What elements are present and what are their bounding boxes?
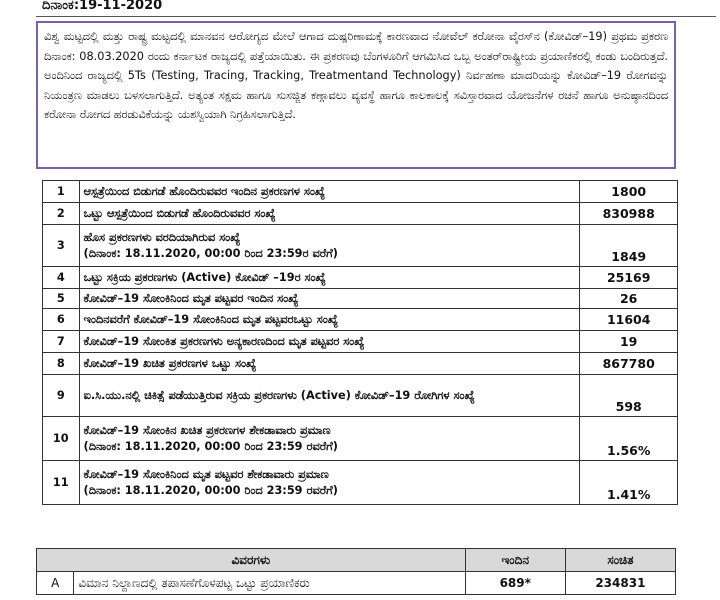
row-description bbox=[79, 181, 580, 203]
row-value: 25169 bbox=[580, 267, 678, 289]
row-number: 11 bbox=[43, 461, 80, 505]
row-number: 10 bbox=[43, 417, 80, 461]
row-description-text: ಇಂದಿನವರೆಗೆ ಕೋವಿಡ್–19 ಸೋಂಕಿನಿಂದ ಮೃತ ಪಟ್ಟವರಒಟ್ಟು ಸಂಖ್ಯೆ bbox=[83, 312, 338, 326]
stats-table bbox=[42, 180, 678, 505]
row-value: 11604 bbox=[580, 309, 678, 331]
table-row bbox=[43, 417, 678, 461]
row-description-text: ಹೊಸ ಪ್ರಕರಣಗಳು ವರದಿಯಾಗಿರುವ ಸಂಖ್ಯೆ bbox=[83, 230, 241, 244]
header-details: ವಿವರಗಳು bbox=[37, 549, 466, 572]
row-description bbox=[79, 331, 580, 353]
row-number: 6 bbox=[43, 309, 80, 331]
row-date-range: (ದಿನಾಂಕ: 18.11.2020, 00:00 ರಿಂದ 23:59 ರವರೆಗೆ) bbox=[83, 483, 338, 497]
row-value: 1.56% bbox=[580, 417, 678, 461]
row-number: 5 bbox=[43, 289, 80, 309]
row-number: 8 bbox=[43, 353, 80, 375]
row-description-text: ಒಟ್ಟು ಆಸ್ಪತ್ರೆಯಿಂದ ಬಿಡುಗಡೆ ಹೊಂದಿರುವವರ ಸಂಖ್ಯೆ bbox=[83, 206, 276, 220]
row-value: 1800 bbox=[580, 181, 678, 203]
intro-paragraph: ವಿಶ್ವ ಮಟ್ಟದಲ್ಲಿ ಮತ್ತು ರಾಷ್ಟ್ರ ಮಟ್ಟದಲ್ಲಿ ಮಾನವನ ಆರೋಗ್ಯದ ಮೇಲೆ ಆಗಾದ ದುಷ್ಪರಿಣಾಮಕ್ಕೆ ಕಾರಣವಾದ ನೋವೆಲ್ ಕರೋನಾ ವೈರಸ್‌ನ (ಕೋವಿಡ್–19) ಪ್ರಥಮ ಪ್ರಕರಣ ದಿನಾಂಕ: 08.03.2020 ರಂದು ಕರ್ನಾಟಕ ರಾಜ್ಯದಲ್ಲಿ ಪತ್ತೆಯಾಯಿತು. ಈ ಪ್ರಕರಣವು ಬೆಂಗಳೂರಿಗೆ ಆಗಮಿಸಿದ ಒಬ್ಬ ಅಂತರ್‌ರಾಷ್ಟ್ರೀಯ ಪ್ರಯಾಣಿಕರಲ್ಲಿ ಕಂಡು ಬಂದಿರುತ್ತದೆ. ಅಂದಿನಿಂದ ರಾಜ್ಯದಲ್ಲಿ 5Ts (Testing, Tracing, Tracking, Treatmentand Technology) ನಿರ್ವಹಣಾ ಮಾದರಿಯನ್ನು ಕೋವಿಡ್–19 ರೋಗವನ್ನು ನಿಯಂತ್ರಣ ಮಾಡಲು ಬಳಸಲಾಗುತ್ತಿದೆ. ಅತ್ಯಂತ ಸಕ್ಷಮ ಹಾಗೂ ಸುಸಜ್ಜಿತ ಕಣ್ಗಾವಲು ವ್ಯವಸ್ಥೆ ಹಾಗೂ ಕಾಲಕಾಲಕ್ಕೆ ಸವಿಸ್ತಾರವಾದ ಯೋಜನೆಗಳ ರಚನೆ ಹಾಗೂ ಅನುಷ್ಠಾನದಿಂದ ಕರೋನಾ ರೋಗದ ಹರಡುವಿಕೆಯನ್ನು ಯಶಸ್ವಿಯಾಗಿ ನಿಗ್ರಹಿಸಲಾಗುತ್ತಿದೆ. bbox=[36, 21, 676, 169]
row-description bbox=[79, 203, 580, 225]
table-row bbox=[43, 225, 678, 267]
row-description-text: ಕೋವಿಡ್–19 ಸೋಂಕಿತ ಪ್ರಕರಣಗಳು ಅನ್ಯಕಾರಣದಿಂದ ಮೃತ ಪಟ್ಟವರ ಸಂಖ್ಯೆ bbox=[83, 334, 365, 348]
row-description bbox=[79, 417, 580, 461]
date-label: ದಿನಾಂಕ:19-11-2020 bbox=[42, 0, 163, 13]
table-row bbox=[43, 375, 678, 417]
row-value: 1.41% bbox=[580, 461, 678, 505]
row-id: A bbox=[37, 572, 74, 595]
row-description bbox=[79, 267, 580, 289]
row-description-text: ಕೋವಿಡ್–19 ಸೋಂಕಿನಿಂದ ಮೃತ ಪಟ್ಟವರ ಇಂದಿನ ಸಂಖ್ಯೆ bbox=[83, 291, 299, 305]
row-description-text: ಐ.ಸಿ.ಯು.ನಲ್ಲಿ ಚಿಕಿತ್ಸೆ ಪಡೆಯುತ್ತಿರುವ ಸಕ್ರಿಯ ಪ್ರಕರಣಗಳು (Active) ಕೋವಿಡ್–19 ರೋಗಿಗಳ ಸಂಖ್ಯೆ bbox=[83, 388, 475, 402]
row-value: 19 bbox=[580, 331, 678, 353]
row-description bbox=[79, 461, 580, 505]
passenger-table bbox=[36, 548, 676, 595]
row-today: 689* bbox=[465, 572, 565, 595]
table-row bbox=[43, 461, 678, 505]
row-description bbox=[79, 375, 580, 417]
row-number: 7 bbox=[43, 331, 80, 353]
passenger-table-header bbox=[37, 549, 676, 572]
row-number: 2 bbox=[43, 203, 80, 225]
table-row bbox=[43, 203, 678, 225]
table-row bbox=[37, 572, 676, 595]
row-value: 1849 bbox=[580, 225, 678, 267]
row-number: 9 bbox=[43, 375, 80, 417]
row-description-text: ಒಟ್ಟು ಸಕ್ರಿಯ ಪ್ರಕರಣಗಳು (Active) ಕೋವಿಡ್ –19ರ ಸಂಖ್ಯೆ bbox=[83, 270, 326, 284]
row-value: 26 bbox=[580, 289, 678, 309]
row-description bbox=[79, 309, 580, 331]
row-number: 3 bbox=[43, 225, 80, 267]
row-description-text: ಕೋವಿಡ್–19 ಖಚಿತ ಪ್ರಕರಣಗಳ ಒಟ್ಟು ಸಂಖ್ಯೆ bbox=[83, 356, 257, 370]
header-today: ಇಂದಿನ bbox=[465, 549, 565, 572]
row-description bbox=[79, 353, 580, 375]
row-value: 830988 bbox=[580, 203, 678, 225]
table-row bbox=[43, 267, 678, 289]
row-date-range: (ದಿನಾಂಕ: 18.11.2020, 00:00 ರಿಂದ 23:59ರ ವರೆಗೆ) bbox=[83, 246, 338, 260]
row-description-text: ಆಸ್ಪತ್ರೆಯಿಂದ ಬಿಡುಗಡೆ ಹೊಂದಿರುವವರ ಇಂದಿನ ಪ್ರಕರಣಗಳ ಸಂಖ್ಯೆ bbox=[83, 184, 326, 198]
row-description-text: ಕೋವಿಡ್–19 ಸೋಂಕಿನಿಂದ ಮೃತ ಪಟ್ಟವರ ಶೇಕಡಾವಾರು ಪ್ರಮಾಣ bbox=[83, 467, 329, 481]
table-row bbox=[43, 181, 678, 203]
table-row bbox=[43, 331, 678, 353]
row-desc: ವಿಮಾನ ನಿಲ್ದಾಣದಲ್ಲಿ ತಪಾಸಣೆಗೊಳಪಟ್ಟ ಒಟ್ಟು ಪ್ರಯಾಣಿಕರು bbox=[74, 572, 465, 595]
date-header bbox=[36, 0, 716, 17]
row-description bbox=[79, 225, 580, 267]
row-value: 598 bbox=[580, 375, 678, 417]
row-description bbox=[79, 289, 580, 309]
row-number: 4 bbox=[43, 267, 80, 289]
row-value: 867780 bbox=[580, 353, 678, 375]
row-description-text: ಕೋವಿಡ್–19 ಸೋಂಕಿನ ಖಚಿತ ಪ್ರಕರಣಗಳ ಶೇಕಡಾವಾರು ಪ್ರಮಾಣ bbox=[83, 423, 331, 437]
table-row bbox=[43, 309, 678, 331]
table-row bbox=[43, 289, 678, 309]
row-cumulative: 234831 bbox=[565, 572, 675, 595]
row-date-range: (ದಿನಾಂಕ: 18.11.2020, 00:00 ರಿಂದ 23:59 ರವರೆಗೆ) bbox=[83, 439, 338, 453]
header-cumulative: ಸಂಚಿತ bbox=[565, 549, 675, 572]
row-number: 1 bbox=[43, 181, 80, 203]
table-row bbox=[43, 353, 678, 375]
